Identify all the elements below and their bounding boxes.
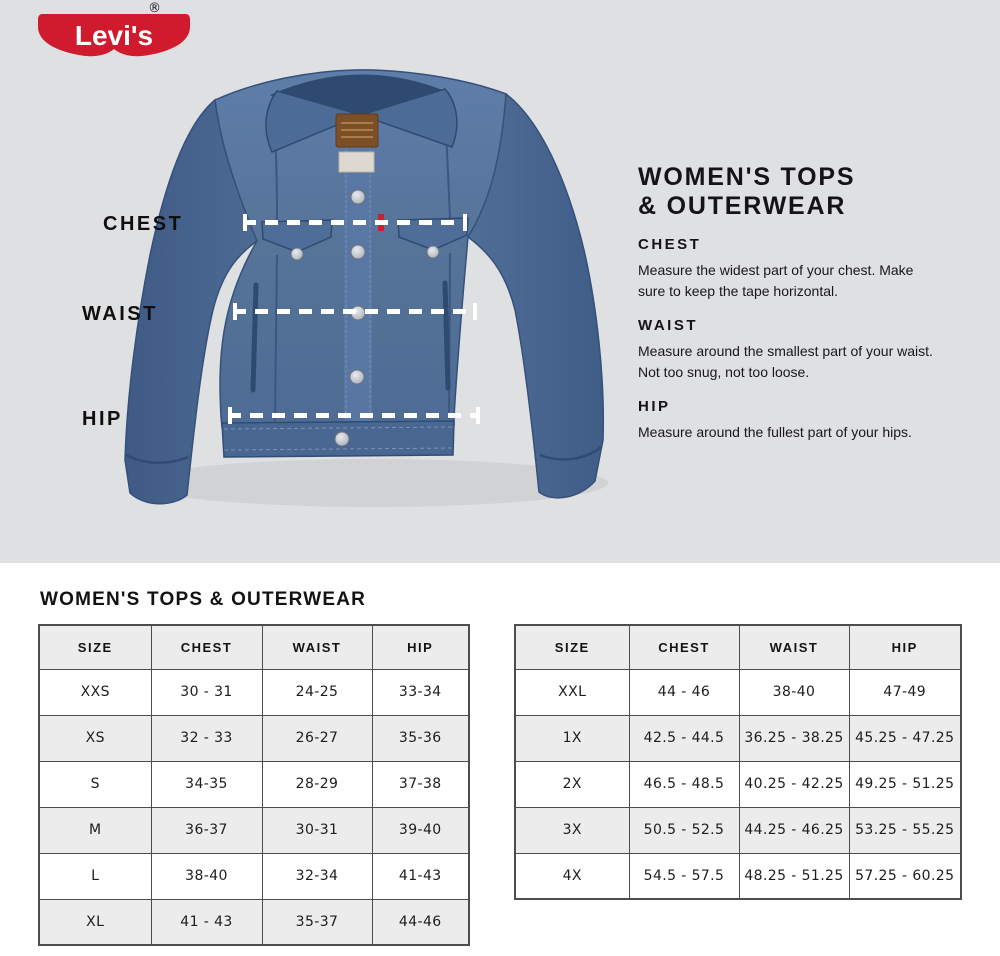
measurement-cell: 37-38 [372, 761, 469, 807]
measurement-cell: 53.25 - 55.25 [849, 807, 961, 853]
guide-hip-text: Measure around the fullest part of your hips. [638, 424, 912, 440]
column-header: CHEST [629, 625, 739, 669]
measurement-cell: 28-29 [262, 761, 372, 807]
guide-section-hip [638, 398, 943, 443]
size-cell: XXL [515, 669, 629, 715]
guide-chest-heading: CHEST [638, 236, 702, 253]
guide-waist-text: Measure around the smallest part of your waist. Not too snug, not too loose. [638, 343, 933, 380]
right-pocket-button [427, 246, 439, 258]
jacket-image [105, 55, 655, 515]
measurement-cell: 33-34 [372, 669, 469, 715]
table-row [39, 715, 469, 761]
chest-measure-line [243, 220, 467, 225]
column-header: HIP [372, 625, 469, 669]
table-row [39, 807, 469, 853]
column-header: SIZE [39, 625, 151, 669]
care-label [339, 152, 374, 172]
table-row [39, 669, 469, 715]
measurement-cell: 30 - 31 [151, 669, 262, 715]
measurement-cell: 48.25 - 51.25 [739, 853, 849, 899]
measurement-cell: 49.25 - 51.25 [849, 761, 961, 807]
measurement-cell: 42.5 - 44.5 [629, 715, 739, 761]
measurement-cell: 44 - 46 [629, 669, 739, 715]
size-cell: XL [39, 899, 151, 945]
size-cell: 1X [515, 715, 629, 761]
left-pocket-button [291, 248, 303, 260]
measurement-cell: 41 - 43 [151, 899, 262, 945]
measurement-cell: 35-37 [262, 899, 372, 945]
measurement-cell: 32-34 [262, 853, 372, 899]
size-cell: 2X [515, 761, 629, 807]
measurement-cell: 38-40 [739, 669, 849, 715]
measurement-cell: 46.5 - 48.5 [629, 761, 739, 807]
size-table-standard [38, 624, 470, 946]
column-header: SIZE [515, 625, 629, 669]
column-header: CHEST [151, 625, 262, 669]
right-welt-pocket [445, 283, 448, 388]
table-header-row [39, 625, 469, 669]
left-welt-pocket [253, 285, 256, 390]
measurement-cell: 34-35 [151, 761, 262, 807]
table-row [515, 715, 961, 761]
measurement-cell: 50.5 - 52.5 [629, 807, 739, 853]
chest-label: CHEST [103, 213, 184, 235]
guide-section-chest [638, 236, 943, 302]
measurement-cell: 57.25 - 60.25 [849, 853, 961, 899]
measurement-cell: 35-36 [372, 715, 469, 761]
guide-waist-heading: WAIST [638, 317, 698, 334]
column-header: HIP [849, 625, 961, 669]
measurement-cell: 45.25 - 47.25 [849, 715, 961, 761]
size-cell: XXS [39, 669, 151, 715]
measurement-cell: 39-40 [372, 807, 469, 853]
size-cell: L [39, 853, 151, 899]
table-row [39, 853, 469, 899]
measurement-cell: 36-37 [151, 807, 262, 853]
size-cell: 4X [515, 853, 629, 899]
measure-guide [638, 163, 943, 443]
measurement-cell: 44-46 [372, 899, 469, 945]
table-row [515, 669, 961, 715]
guide-title-line2: & OUTERWEAR [638, 192, 847, 220]
size-cell: 3X [515, 807, 629, 853]
waist-label: WAIST [82, 303, 158, 325]
measurement-cell: 44.25 - 46.25 [739, 807, 849, 853]
size-section-title: WOMEN'S TOPS & OUTERWEAR [40, 589, 367, 610]
guide-title [638, 163, 943, 221]
measurement-cell: 41-43 [372, 853, 469, 899]
size-cell: XS [39, 715, 151, 761]
table-row [515, 761, 961, 807]
measurement-cell: 54.5 - 57.5 [629, 853, 739, 899]
measurement-cell: 26-27 [262, 715, 372, 761]
size-cell: M [39, 807, 151, 853]
table-row [39, 899, 469, 945]
levis-logo-text: Levi's [74, 20, 154, 51]
measurement-cell: 24-25 [262, 669, 372, 715]
measurement-cell: 38-40 [151, 853, 262, 899]
guide-chest-text: Measure the widest part of your chest. Make sure to keep the tape horizontal. [638, 262, 914, 299]
measurement-cell: 36.25 - 38.25 [739, 715, 849, 761]
size-cell: S [39, 761, 151, 807]
size-table-extended [514, 624, 962, 900]
registered-trademark-icon: ® [148, 1, 161, 16]
column-header: WAIST [262, 625, 372, 669]
guide-section-waist [638, 317, 943, 383]
guide-hip-heading: HIP [638, 398, 671, 415]
table-row [515, 807, 961, 853]
column-header: WAIST [739, 625, 849, 669]
hip-measure-line [228, 413, 480, 418]
measurement-cell: 30-31 [262, 807, 372, 853]
table-row [515, 853, 961, 899]
table-header-row [515, 625, 961, 669]
hip-label: HIP [82, 408, 123, 430]
measurement-cell: 47-49 [849, 669, 961, 715]
table-row [39, 761, 469, 807]
measurement-cell: 40.25 - 42.25 [739, 761, 849, 807]
guide-title-line1: WOMEN'S TOPS [638, 163, 856, 191]
waist-measure-line [233, 309, 477, 314]
measurement-cell: 32 - 33 [151, 715, 262, 761]
